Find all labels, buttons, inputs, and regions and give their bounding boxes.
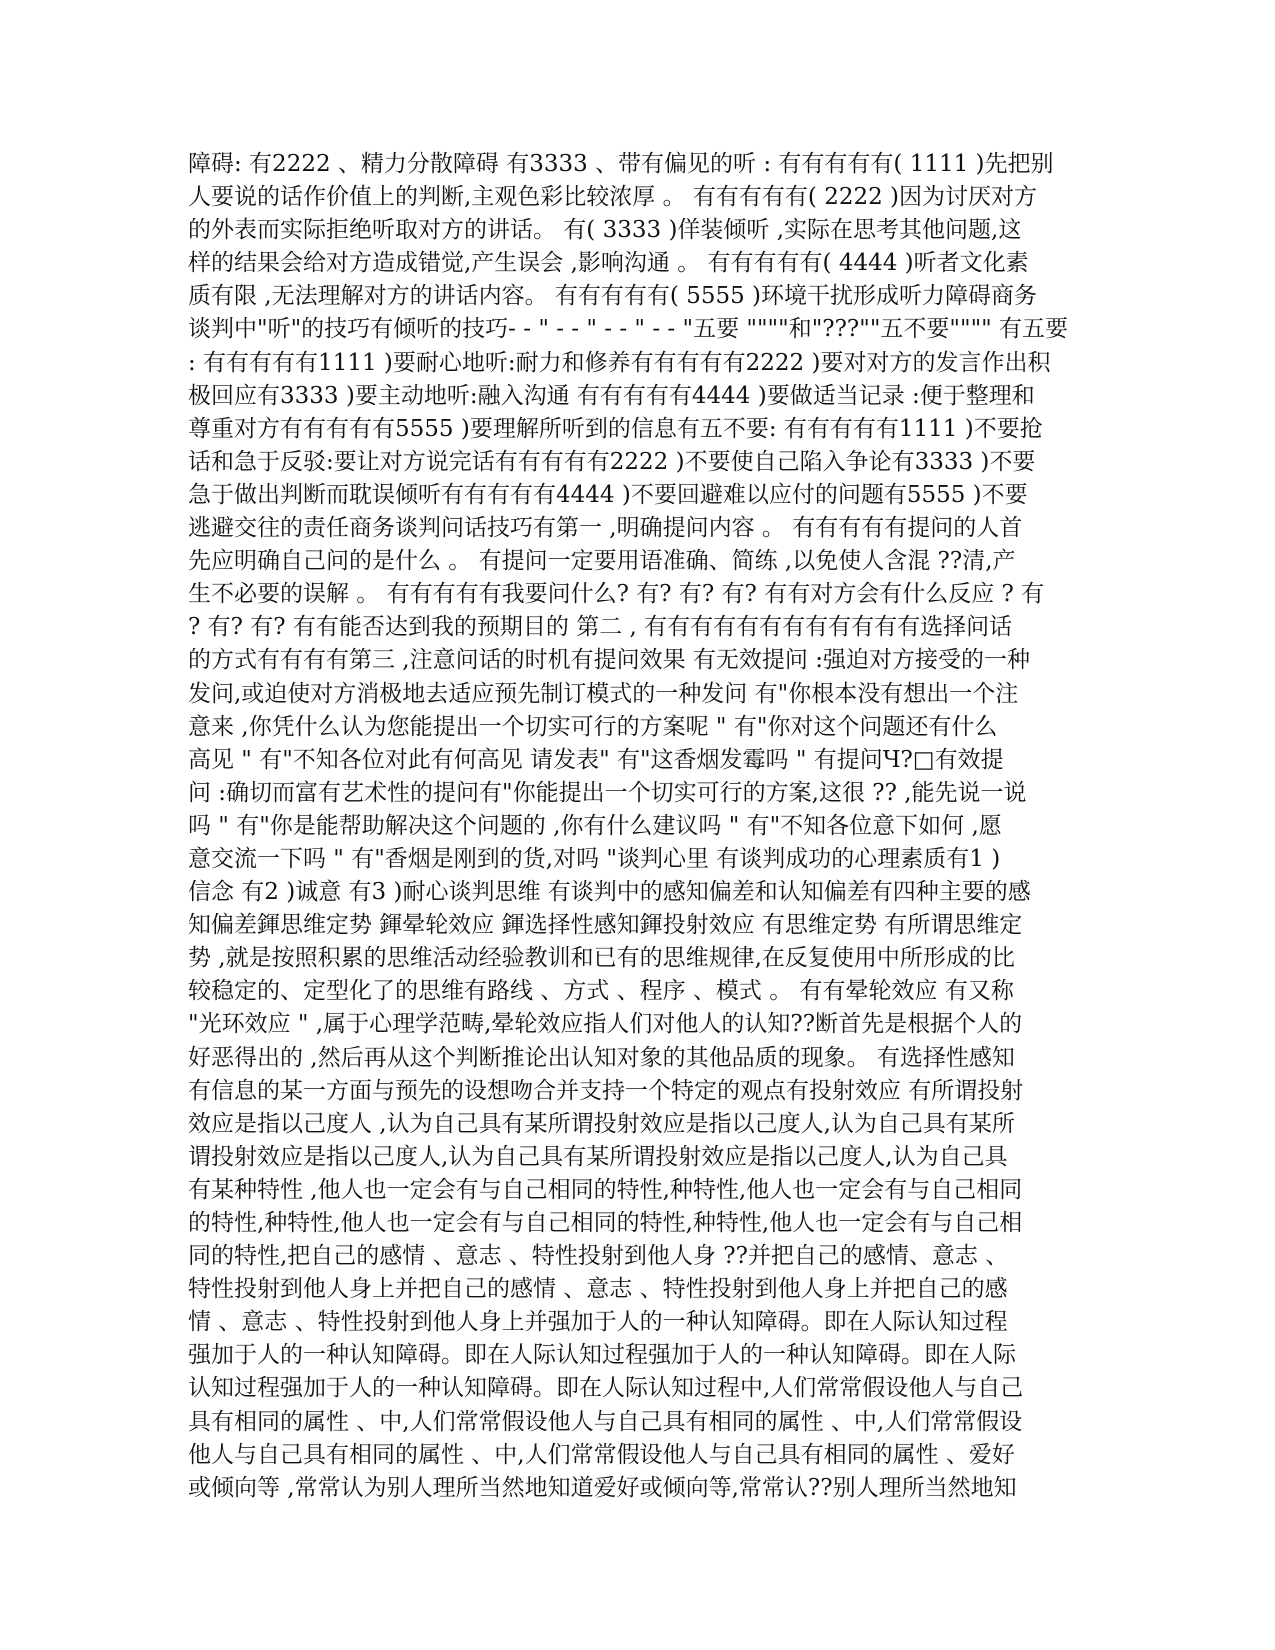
text-line: 发问,或迫使对方消极地去适应预先制订模式的一种发问 有"你根本没有想出一个注 bbox=[188, 680, 1019, 707]
text-line: 意交流一下吗 " 有"香烟是刚到的货,对吗 "谈判心里 有谈判成功的心理素质有1 ) bbox=[188, 845, 1001, 872]
body-text bbox=[188, 148, 1088, 1505]
text-line: 较稳定的、定型化了的思维有路线 、方式 、程序 、模式 。 有有晕轮效应 有又称 bbox=[188, 978, 1014, 1005]
text-line: 他人与自己具有相同的属性 、中,人们常常假设他人与自己具有相同的属性 、爱好 bbox=[188, 1441, 1015, 1468]
text-line: 有信息的某一方面与预先的设想吻合并支持一个特定的观点有投射效应 有所谓投射 bbox=[188, 1077, 1024, 1104]
text-line: 情 、意志 、特性投射到他人身上并强加于人的一种认知障碍。即在人际认知过程 bbox=[188, 1309, 1008, 1336]
text-line: 意来 ,你凭什么认为您能提出一个切实可行的方案呢 " 有"你对这个问题还有什么 bbox=[188, 713, 998, 740]
text-line: 急于做出判断而耽误倾听有有有有有4444 )不要回避难以应付的问题有5555 )不要 bbox=[188, 481, 1028, 508]
text-line: 同的特性,把自己的感情 、意志 、特性投射到他人身 ??并把自己的感情、意志 、 bbox=[188, 1243, 1009, 1270]
text-line: 信念 有2 )诚意 有3 )耐心谈判思维 有谈判中的感知偏差和认知偏差有四种主要的感 bbox=[188, 879, 1031, 906]
text-line: 强加于人的一种认知障碍。即在人际认知过程强加于人的一种认知障碍。即在人际 bbox=[188, 1342, 1016, 1369]
text-line: 认知过程强加于人的一种认知障碍。即在人际认知过程中,人们常常假设他人与自己 bbox=[188, 1375, 1024, 1402]
text-line: 生不必要的误解 。 有有有有有我要问什么? 有? 有? 有? 有有对方会有什么反应 ? 有 bbox=[188, 581, 1045, 608]
text-line: 极回应有3333 )要主动地听:融入沟通 有有有有有4444 )要做适当记录 :便于整理和 bbox=[188, 382, 1035, 409]
text-line: 好恶得出的 ,然后再从这个判断推论出认知对象的其他品质的现象。 有选择性感知 bbox=[188, 1044, 1015, 1071]
text-line: "光环效应 " ,属于心理学范畴,晕轮效应指人们对他人的认知??断首先是根据个人的 bbox=[188, 1011, 1023, 1038]
text-line: 的外表而实际拒绝听取对方的讲话。 有( 3333 )佯装倾听 ,实际在思考其他问题,这 bbox=[188, 217, 1022, 244]
text-line: 的特性,种特性,他人也一定会有与自己相同的特性,种特性,他人也一定会有与自己相 bbox=[188, 1210, 1023, 1236]
text-line: 谈判中"听"的技巧有倾听的技巧- - " - - " - - " - - "五要 """"和"???""五不要"""" 有五要 bbox=[188, 316, 1069, 343]
text-line: 或倾向等 ,常常认为别人理所当然地知道爱好或倾向等,常常认??别人理所当然地知 bbox=[188, 1474, 1017, 1501]
text-line: 有某种特性 ,他人也一定会有与自己相同的特性,种特性,他人也一定会有与自己相同 bbox=[188, 1176, 1023, 1203]
text-line: 质有限 ,无法理解对方的讲话内容。 有有有有有( 5555 )环境干扰形成听力障碍商务 bbox=[188, 283, 1038, 310]
text-line: 逃避交往的责任商务谈判问话技巧有第一 ,明确提问内容 。 有有有有有提问的人首 bbox=[188, 515, 1023, 542]
text-line: 话和急于反驳:要让对方说完话有有有有有2222 )不要使自己陷入争论有3333 )不要 bbox=[188, 448, 1036, 475]
text-line: : 有有有有有1111 )要耐心地听:耐力和修养有有有有有2222 )要对对方的发言作出积 bbox=[188, 349, 1051, 376]
text-line: 样的结果会给对方造成错觉,产生误会 ,影响沟通 。 有有有有有( 4444 )听者文化素 bbox=[188, 250, 1029, 277]
text-line: 尊重对方有有有有有5555 )要理解所听到的信息有五不要: 有有有有有1111 )不要抢 bbox=[188, 415, 1043, 442]
text-line: 势 ,就是按照积累的思维活动经验教训和已有的思维规律,在反复使用中所形成的比 bbox=[188, 945, 1015, 972]
text-line: 障碍: 有2222 、精力分散障碍 有3333 、带有偏见的听 : 有有有有有( 1111 )先把别 bbox=[188, 151, 1054, 177]
text-line: 人要说的话作价值上的判断,主观色彩比较浓厚 。 有有有有有( 2222 )因为讨厌对方 bbox=[188, 184, 1038, 211]
text-line: 具有相同的属性 、中,人们常常假设他人与自己具有相同的属性 、中,人们常常假设 bbox=[188, 1408, 1023, 1435]
text-line: 谓投射效应是指以己度人,认为自己具有某所谓投射效应是指以己度人,认为自己具 bbox=[188, 1143, 1008, 1170]
text-line: 问 :确切而富有艺术性的提问有"你能提出一个切实可行的方案,这很 ?? ,能先说一说 bbox=[188, 779, 1027, 806]
text-line: 效应是指以己度人 ,认为自己具有某所谓投射效应是指以己度人,认为自己具有某所 bbox=[188, 1110, 1015, 1137]
text-line: 的方式有有有有第三 ,注意问话的时机有提问效果 有无效提问 :强迫对方接受的一种 bbox=[188, 647, 1030, 674]
text-line: 吗 " 有"你是能帮助解决这个问题的 ,你有什么建议吗 " 有"不知各位意下如何 ,愿 bbox=[188, 812, 1002, 839]
text-line: 先应明确自己问的是什么 。 有提问一定要用语准确、简练 ,以免使人含混 ??清,产 bbox=[188, 548, 1016, 575]
text-line: 特性投射到他人身上并把自己的感情 、意志 、特性投射到他人身上并把自己的感 bbox=[188, 1276, 1008, 1303]
text-line: 高见 " 有"不知各位对此有何高见 请发表" 有"这香烟发霉吗 " 有提问Ч?□有效提 bbox=[188, 746, 1004, 773]
text-line: 知偏差鍕思维定势 鍕晕轮效应 鍕选择性感知鍕投射效应 有思维定势 有所谓思维定 bbox=[188, 912, 1023, 939]
text-line: ? 有? 有? 有有能否达到我的预期目的 第二 , 有有有有有有有有有有有有选择问话 bbox=[188, 614, 1013, 641]
